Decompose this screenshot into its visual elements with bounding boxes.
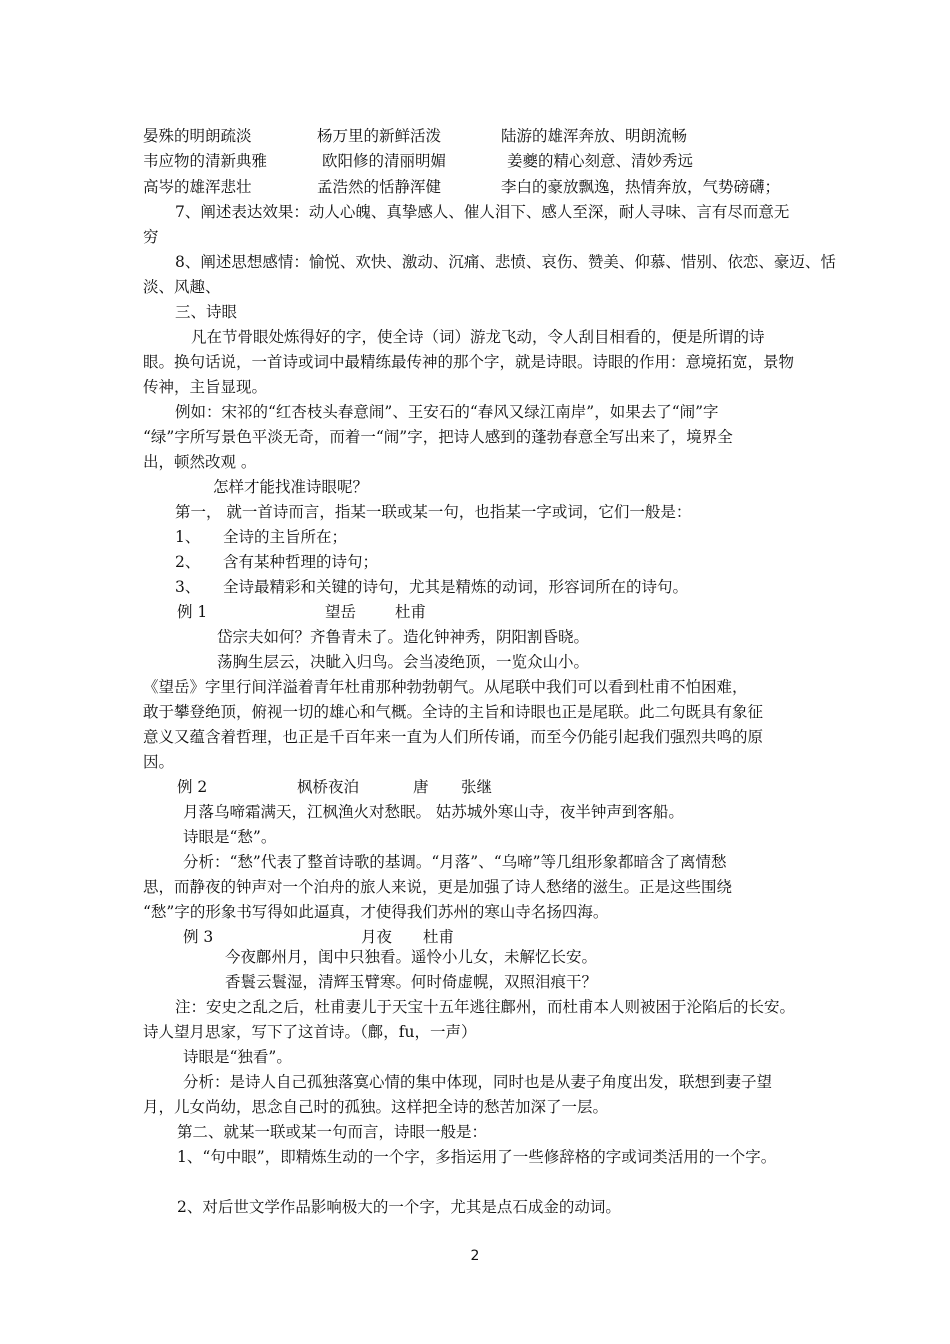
definition-line: 凡在节骨眼处炼得好的字，使全诗（词）游龙飞动，令人刮目相看的，便是所谓的诗 xyxy=(191,328,765,346)
style-item: 姜夔的精心刻意、清妙秀远 xyxy=(507,152,694,170)
first-point: 第一， 就一首诗而言，指某一联或某一句，也指某一字或词，它们一般是： xyxy=(175,503,692,521)
analysis-line: 《望岳》字里行间洋溢着青年杜甫那种勃勃朝气。从尾联中我们可以看到杜甫不怕困难， xyxy=(143,678,748,696)
style-item: 韦应物的清新典雅 xyxy=(143,152,268,170)
example-line: 例如：宋祁的“红杏枝头春意闹”、王安石的“春风又绿江南岸”，如果去了“闹”字 xyxy=(175,403,719,421)
note-line: 诗人望月思家，写下了这首诗。（鄜，fu，一声） xyxy=(143,1023,477,1041)
list-number: 1、 xyxy=(175,528,201,546)
item-7-line: 穷 xyxy=(143,228,159,246)
poem-author: 杜甫 xyxy=(395,603,427,621)
list-number: 2、 xyxy=(175,553,201,571)
analysis-line: 思，而静夜的钟声对一个泊舟的旅人来说，更是加强了诗人愁绪的滋生。正是这些围绕 xyxy=(143,878,733,896)
list-item: 全诗的主旨所在； xyxy=(223,528,348,546)
page-number: 2 xyxy=(470,1248,480,1264)
poem-eye: 诗眼是“愁”。 xyxy=(183,828,277,846)
analysis-line: 分析：“愁”代表了整首诗歌的基调。“月落”、“乌啼”等几组形象都暗含了离情愁 xyxy=(183,853,727,871)
poem-author: 杜甫 xyxy=(423,928,455,946)
analysis-line: 月，儿女尚幼，思念自己时的孤独。这样把全诗的愁苦加深了一层。 xyxy=(143,1098,609,1116)
analysis-line: 分析：是诗人自己孤独落寞心情的集中体现，同时也是从妻子角度出发，联想到妻子望 xyxy=(183,1073,773,1091)
definition-line: 眼。换句话说，一首诗或词中最精练最传神的那个字，就是诗眼。诗眼的作用：意境拓宽，景物 xyxy=(143,353,795,371)
analysis-line: “愁”字的形象书写得如此逼真，才使得我们苏州的寒山寺名扬四海。 xyxy=(143,903,609,921)
style-item: 陆游的雄浑奔放、明朗流畅 xyxy=(501,127,688,145)
example-line: “绿”字所写景色平淡无奇，而着一“闹”字，把诗人感到的蓬勃春意全写出来了，境界全 xyxy=(143,428,733,446)
question-line: 怎样才能找准诗眼呢？ xyxy=(213,478,369,496)
note-line: 注：安史之乱之后，杜甫妻儿于天宝十五年逃往鄜州，而杜甫本人则被困于沦陷后的长安。 xyxy=(175,998,796,1016)
item-8-line: 8、阐述思想感情：愉悦、欢快、激动、沉痛、悲愤、哀伤、赞美、仰慕、惜别、依恋、豪迈、恬 xyxy=(175,253,836,271)
second-point: 第二、就某一联或某一句而言，诗眼一般是： xyxy=(177,1123,488,1141)
poem-title: 望岳 xyxy=(325,603,357,621)
analysis-line: 因。 xyxy=(143,753,175,771)
style-item: 高岑的雄浑悲壮 xyxy=(143,178,252,196)
poem-title: 月夜 xyxy=(361,928,393,946)
sub-item: 1、“句中眼”，即精炼生动的一个字，多指运用了一些修辞格的字或词类活用的一个字。 xyxy=(177,1148,777,1166)
style-item: 李白的豪放飘逸，热情奔放，气势磅礴； xyxy=(501,178,781,196)
section-heading: 三、诗眼 xyxy=(175,303,238,321)
style-item: 孟浩然的恬静浑健 xyxy=(317,178,442,196)
item-8-line: 淡、风趣、 xyxy=(143,278,221,296)
poem-author: 张继 xyxy=(461,778,493,796)
style-item: 杨万里的新鲜活泼 xyxy=(317,127,442,145)
list-number: 3、 xyxy=(175,578,201,596)
style-item: 欧阳修的清丽明媚 xyxy=(322,152,447,170)
poem-line: 月落乌啼霜满天，江枫渔火对愁眠。 姑苏城外寒山寺，夜半钟声到客船。 xyxy=(183,803,684,821)
poem-line: 岱宗夫如何？齐鲁青未了。造化钟神秀，阴阳割昏晓。 xyxy=(217,628,590,646)
poem-dynasty: 唐 xyxy=(413,778,429,796)
analysis-line: 敢于攀登绝顶，俯视一切的雄心和气概。全诗的主旨和诗眼也正是尾联。此二句既具有象征 xyxy=(143,703,764,721)
definition-line: 传神，主旨显现。 xyxy=(143,378,268,396)
example-label: 例 3 xyxy=(183,928,214,946)
poem-line: 今夜鄜州月，闺中只独看。遥怜小儿女，未解忆长安。 xyxy=(225,948,598,966)
poem-title: 枫桥夜泊 xyxy=(297,778,360,796)
style-item: 晏殊的明朗疏淡 xyxy=(143,127,252,145)
list-item: 全诗最精彩和关键的诗句，尤其是精炼的动词，形容词所在的诗句。 xyxy=(223,578,689,596)
poem-line: 荡胸生层云，决眦入归鸟。会当凌绝顶，一览众山小。 xyxy=(217,653,590,671)
example-line: 出，顿然改观 。 xyxy=(143,453,257,471)
list-item: 含有某种哲理的诗句； xyxy=(223,553,379,571)
item-7-line: 7、阐述表达效果：动人心魄、真挚感人、催人泪下、感人至深，耐人寻味、言有尽而意无 xyxy=(175,203,790,221)
poem-line: 香鬟云鬟湿，清辉玉臂寒。何时倚虚幌，双照泪痕干？ xyxy=(225,973,598,991)
sub-item: 2、对后世文学作品影响极大的一个字，尤其是点石成金的动词。 xyxy=(177,1198,621,1216)
poem-eye: 诗眼是“独看”。 xyxy=(183,1048,292,1066)
analysis-line: 意义又蕴含着哲理，也正是千百年来一直为人们所传诵，而至今仍能引起我们强烈共鸣的原 xyxy=(143,728,764,746)
example-label: 例 2 xyxy=(177,778,208,796)
example-label: 例 1 xyxy=(177,603,208,621)
